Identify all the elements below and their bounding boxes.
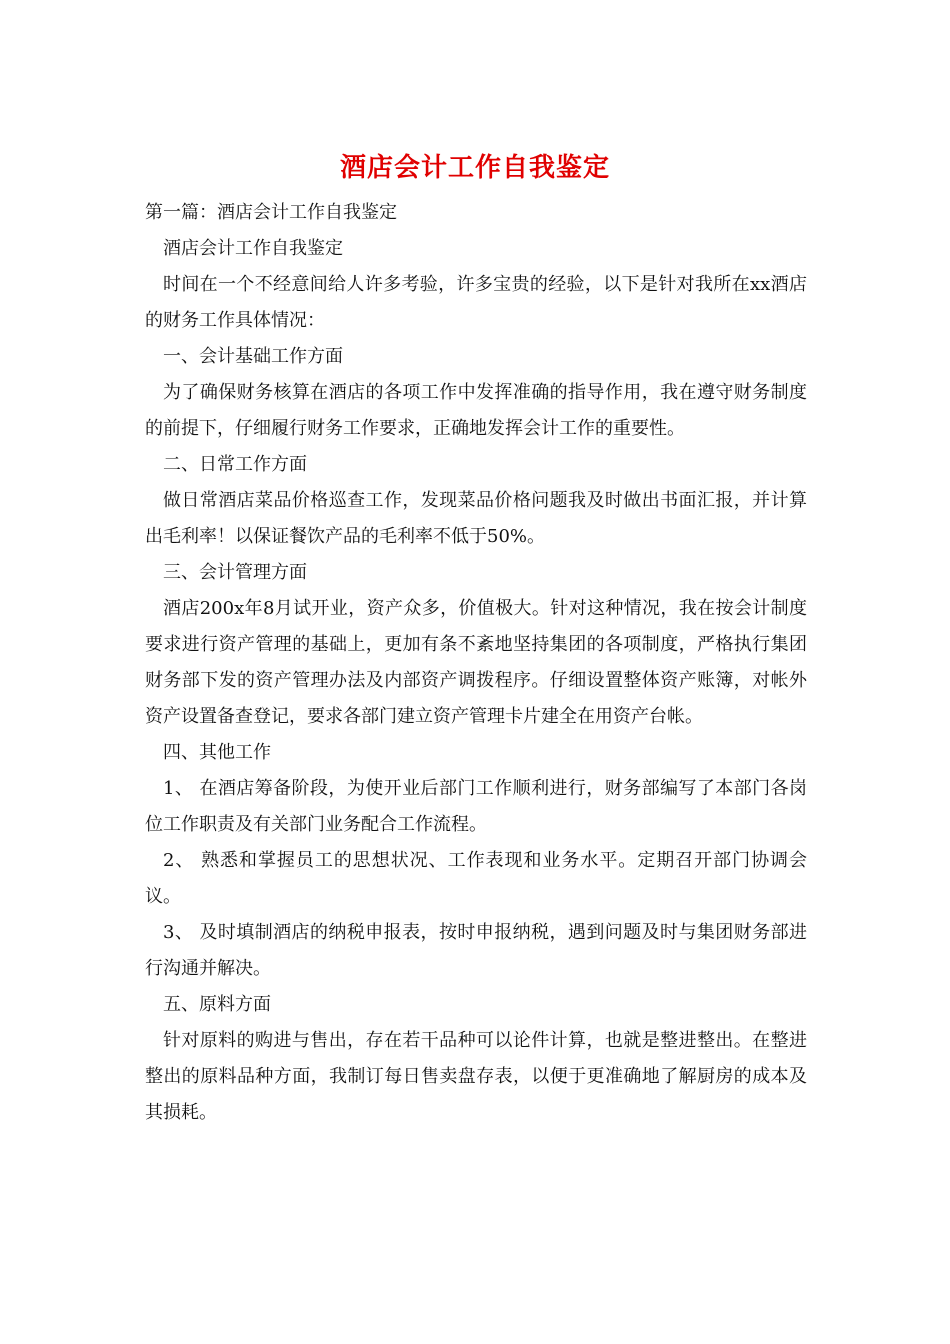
- paragraph: 酒店200x年8月试开业，资产众多，价值极大。针对这种情况，我在按会计制度要求进行资产管理的基础上，更加有条不紊地坚持集团的各项制度，严格执行集团财务部下发的资产管理办法及内部资产调拨程序。仔细设置整体资产账簿，对帐外资产设置备查登记，要求各部门建立资产管理卡片建全在用资产台帐。: [145, 598, 807, 727]
- paragraph: 做日常酒店菜品价格巡查工作，发现菜品价格问题我及时做出书面汇报，并计算出毛利率！以保证餐饮产品的毛利率不低于50%。: [145, 490, 807, 547]
- paragraph: 针对原料的购进与售出，存在若干品种可以论件计算，也就是整进整出。在整进整出的原料品种方面，我制订每日售卖盘存表，以便于更准确地了解厨房的成本及其损耗。: [145, 1030, 807, 1123]
- document-body: [145, 195, 807, 1131]
- subtitle: 酒店会计工作自我鉴定: [163, 238, 343, 259]
- list-item: 3、 及时填制酒店的纳税申报表，按时申报纳税，遇到问题及时与集团财务部进行沟通并解决。: [145, 922, 807, 979]
- paragraph: 为了确保财务核算在酒店的各项工作中发挥准确的指导作用，我在遵守财务制度的前提下，仔细履行财务工作要求，正确地发挥会计工作的重要性。: [145, 382, 807, 439]
- document-title: 酒店会计工作自我鉴定: [339, 153, 610, 183]
- section-heading: 四、其他工作: [163, 742, 271, 763]
- section-heading: 五、原料方面: [163, 994, 271, 1015]
- section-heading: 三、会计管理方面: [163, 562, 307, 583]
- list-item: 2、 熟悉和掌握员工的思想状况、工作表现和业务水平。定期召开部门协调会议。: [145, 850, 807, 907]
- section-heading: 第一篇：酒店会计工作自我鉴定: [145, 202, 397, 223]
- list-item: 1、 在酒店筹备阶段，为使开业后部门工作顺利进行，财务部编写了本部门各岗位工作职责及有关部门业务配合工作流程。: [145, 778, 807, 835]
- section-heading: 二、日常工作方面: [163, 454, 307, 475]
- section-heading: 一、会计基础工作方面: [163, 346, 343, 367]
- paragraph: 时间在一个不经意间给人许多考验，许多宝贵的经验，以下是针对我所在xx酒店的财务工作具体情况：: [145, 274, 807, 331]
